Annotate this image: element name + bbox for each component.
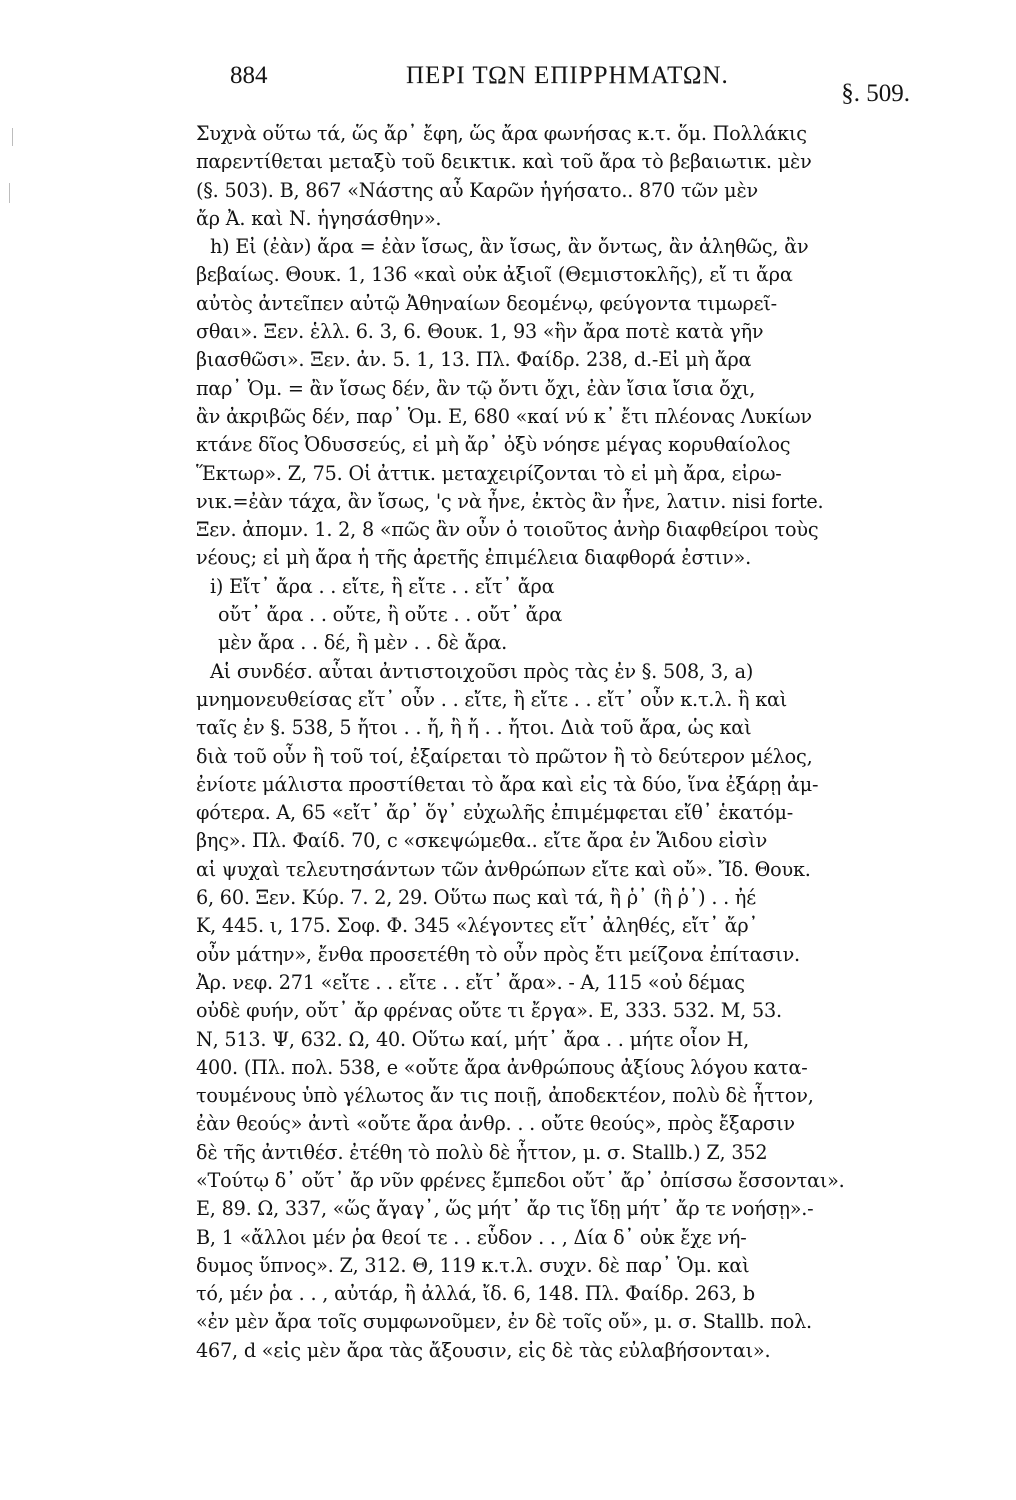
text-line: νικ.=ἐὰν τάχα, ἂν ἴσως, 'ς νὰ ἦνε, ἐκτὸς ἂν ἦνε, λατιν. nisi forte. xyxy=(196,489,824,513)
text-line: h) Εἰ (ἐὰν) ἄρα = ἐὰν ἴσως, ἂν ἴσως, ἂν ὄντως, ἂν ἀληθῶς, ἂν xyxy=(210,235,809,259)
section-number: §. 509. xyxy=(841,80,910,107)
text-line: «ἐν μὲν ἄρα τοῖς συμφωνοῦμεν, ἐν δὲ τοῖς οὔ», μ. σ. Stallb. πολ. xyxy=(196,1310,812,1334)
text-line: τουμένους ὑπὸ γέλωτος ἄν τις ποιῇ, ἀποδεκτέον, πολὺ δὲ ἧττον, xyxy=(196,1084,814,1108)
text-line: μνημονευθείσας εἴτ᾽ οὖν . . εἴτε, ἢ εἴτε . . εἴτ᾽ οὖν κ.τ.λ. ἢ καὶ xyxy=(196,687,788,711)
text-line: Ἕκτωρ». Ζ, 75. Οἱ ἀττικ. μεταχειρίζονται τὸ εἰ μὴ ἄρα, εἰρω- xyxy=(196,461,782,485)
text-line: βης». Πλ. Φαίδ. 70, c «σκεψώμεθα.. εἴτε ἄρα ἐν Ἅιδου εἰσὶν xyxy=(196,829,768,853)
text-line: Ε, 89. Ω, 337, «ὥς ἄγαγ᾽, ὥς μήτ᾽ ἄρ τις ἴδῃ μήτ᾽ ἄρ τε νοήσῃ».- xyxy=(196,1197,814,1221)
text-line: οὐδὲ φυήν, οὔτ᾽ ἄρ φρένας οὔτε τι ἔργα». Ε, 333. 532. Μ, 53. xyxy=(196,999,782,1023)
text-line: νέους; εἰ μὴ ἄρα ἡ τῆς ἀρετῆς ἐπιμέλεια διαφθορά ἐστιν». xyxy=(196,546,752,570)
text-line: βεβαίως. Θουκ. 1, 136 «καὶ οὐκ ἀξιοῖ (Θεμιστοκλῆς), εἴ τι ἄρα xyxy=(196,263,793,287)
running-title: ΠΕΡΙ ΤΩΝ ΕΠΙΡΡΗΜΑΤΩΝ. xyxy=(406,62,729,89)
text-line: Αἱ συνδέσ. αὗται ἀντιστοιχοῦσι πρὸς τὰς ἐν §. 508, 3, a) xyxy=(210,659,754,683)
text-line: παρ᾽ Ὁμ. = ἂν ἴσως δέν, ἂν τῷ ὄντι ὄχι, ἐὰν ἴσια ἴσια ὄχι, xyxy=(196,376,756,400)
text-line: δυμος ὕπνος». Ζ, 312. Θ, 119 κ.τ.λ. συχν. δὲ παρ᾽ Ὁμ. καὶ xyxy=(196,1253,750,1277)
text-line: αὐτὸς ἀντεῖπεν αὐτῷ Ἀθηναίων δεομένῳ, φεύγοντα τιμωρεῖ- xyxy=(196,291,777,315)
text-line: Ἀρ. νεφ. 271 «εἴτε . . εἴτε . . εἴτ᾽ ἄρα». - Α, 115 «οὐ δέμας xyxy=(196,970,745,994)
text-line: ἄρ Ἀ. καὶ Ν. ἡγησάσθην». xyxy=(196,206,442,230)
text-line: παρεντίθεται μεταξὺ τοῦ δεικτικ. καὶ τοῦ ἄρα τὸ βεβαιωτικ. μὲν xyxy=(196,150,812,174)
text-line: ἂν ἀκριβῶς δέν, παρ᾽ Ὁμ. Ε, 680 «καί νύ κ᾽ ἔτι πλέονας Λυκίων xyxy=(196,404,812,428)
text-line: «Τούτῳ δ᾽ οὔτ᾽ ἄρ νῦν φρένες ἔμπεδοι οὔτ᾽ ἄρ᾽ ὀπίσσω ἔσσονται». xyxy=(196,1168,845,1192)
text-line: τό, μέν ῥα . . , αὐτάρ, ἢ ἀλλά, ἴδ. 6, 148. Πλ. Φαίδρ. 263, b xyxy=(196,1282,755,1306)
text-line: ἐνίοτε μάλιστα προστίθεται τὸ ἄρα καὶ εἰς τὰ δύο, ἵνα ἐξάρῃ ἀμ- xyxy=(196,772,819,796)
text-line: 467, d «εἰς μὲν ἄρα τὰς ἄξουσιν, εἰς δὲ τὰς εὐλαβήσονται». xyxy=(196,1338,771,1362)
left-margin-mark xyxy=(12,128,13,146)
text-line: Ξεν. ἀπομν. 1. 2, 8 «πῶς ἂν οὖν ὁ τοιοῦτος ἀνὴρ διαφθείροι τοὺς xyxy=(196,518,819,542)
text-line: οὔτ᾽ ἄρα . . οὔτε, ἢ οὔτε . . οὔτ᾽ ἄρα xyxy=(218,603,563,627)
text-line: φότερα. Α, 65 «εἴτ᾽ ἄρ᾽ ὅγ᾽ εὐχωλῆς ἐπιμέμφεται εἴθ᾽ ἑκατόμ- xyxy=(196,801,794,825)
running-header xyxy=(230,62,910,107)
body-text xyxy=(196,120,908,1365)
text-line: σθαι». Ξεν. ἑλλ. 6. 3, 6. Θουκ. 1, 93 «ἣν ἄρα ποτὲ κατὰ γῆν xyxy=(196,320,764,344)
text-line: δὲ τῆς ἀντιθέσ. ἐτέθη τὸ πολὺ δὲ ἧττον, μ. σ. Stallb.) Ζ, 352 xyxy=(196,1140,768,1164)
text-line: Κ, 445. ι, 175. Σοφ. Φ. 345 «λέγοντες εἴτ᾽ ἀληθές, εἴτ᾽ ἄρ᾽ xyxy=(196,914,758,938)
text-line: οὖν μάτην», ἔνθα προσετέθη τὸ οὖν πρὸς ἔτι μείζονα ἐπίτασιν. xyxy=(196,942,800,966)
text-line: αἱ ψυχαὶ τελευτησάντων τῶν ἀνθρώπων εἴτε καὶ οὔ». Ἴδ. Θουκ. xyxy=(196,857,811,881)
page-number: 884 xyxy=(230,62,268,89)
text-line: διὰ τοῦ οὖν ἢ τοῦ τοί, ἐξαίρεται τὸ πρῶτον ἢ τὸ δεύτερον μέλος, xyxy=(196,744,813,768)
text-line: βιασθῶσι». Ξεν. ἀν. 5. 1, 13. Πλ. Φαίδρ. 238, d.-Εἰ μὴ ἄρα xyxy=(196,348,752,372)
text-line: ἐὰν θεούς» ἀντὶ «οὔτε ἄρα ἀνθρ. . . οὔτε θεούς», πρὸς ἔξαρσιν xyxy=(196,1112,795,1136)
text-line: μὲν ἄρα . . δέ, ἢ μὲν . . δὲ ἄρα. xyxy=(218,631,508,655)
left-margin-mark xyxy=(9,183,10,203)
text-line: i) Εἴτ᾽ ἄρα . . εἴτε, ἢ εἴτε . . εἴτ᾽ ἄρα xyxy=(210,574,555,598)
text-line: ταῖς ἐν §. 538, 5 ἤτοι . . ἤ, ἢ ἤ . . ἤτοι. Διὰ τοῦ ἄρα, ὡς καὶ xyxy=(196,716,752,740)
text-line: 400. (Πλ. πολ. 538, e «οὔτε ἄρα ἀνθρώπους ἀξίους λόγου κατα- xyxy=(196,1055,808,1079)
text-line: Συχνὰ οὕτω τά, ὥς ἄρ᾽ ἔφη, ὥς ἄρα φωνήσας κ.τ. ὅμ. Πολλάκις xyxy=(196,122,807,145)
text-line: κτάνε δῖος Ὀδυσσεύς, εἰ μὴ ἄρ᾽ ὀξὺ νόησε μέγας κορυθαίολος xyxy=(196,433,791,457)
text-line: Ν, 513. Ψ, 632. Ω, 40. Οὕτω καί, μήτ᾽ ἄρα . . μήτε οἷον Η, xyxy=(196,1027,750,1051)
text-line: 6, 60. Ξεν. Κύρ. 7. 2, 29. Οὕτω πως καὶ τά, ἢ ῥ᾽ (ἢ ῥ᾽) . . ἠέ xyxy=(196,886,756,910)
text-line: Β, 1 «ἄλλοι μέν ῥα θεοί τε . . εὗδον . . , Δία δ᾽ οὐκ ἔχε νή- xyxy=(196,1225,747,1249)
text-line: (§. 503). Β, 867 «Νάστης αὖ Καρῶν ἡγήσατο.. 870 τῶν μὲν xyxy=(196,178,759,202)
